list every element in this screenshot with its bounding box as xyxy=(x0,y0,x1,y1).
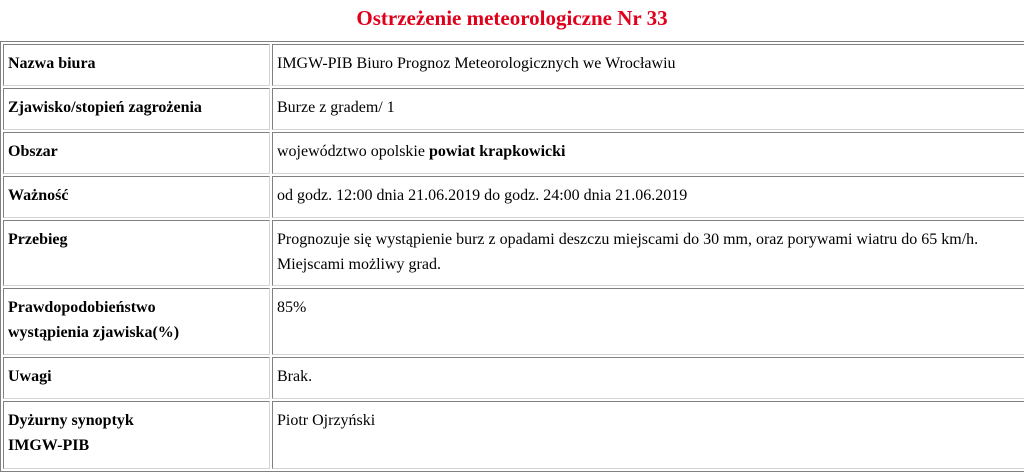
warning-table xyxy=(0,41,1024,472)
forecaster-label-line1: Dyżurny synoptyk xyxy=(8,412,134,429)
table-row xyxy=(3,44,1024,86)
row-value-forecaster: Piotr Ojrzyński xyxy=(272,401,1024,469)
table-row xyxy=(3,132,1024,174)
page-title: Ostrzeżenie meteorologiczne Nr 33 xyxy=(356,6,668,30)
row-value-area xyxy=(272,132,1024,174)
row-value-remarks: Brak. xyxy=(272,357,1024,399)
row-value-validity: od godz. 12:00 dnia 21.06.2019 do godz. 24:00 dnia 21.06.2019 xyxy=(272,176,1024,218)
probability-label-line1: Prawdopodobieństwo xyxy=(8,299,156,316)
row-label-office: Nazwa biura xyxy=(3,44,270,86)
row-label-area: Obszar xyxy=(3,132,270,174)
row-label-course: Przebieg xyxy=(3,220,270,286)
table-row xyxy=(3,88,1024,130)
table-row xyxy=(3,220,1024,286)
table-row xyxy=(3,401,1024,469)
row-value-course: Prognozuje się wystąpienie burz z opadami deszczu miejscami do 30 mm, oraz porywami wiatru do 65 km/h. Miejscami możliwy grad. xyxy=(272,220,1024,286)
row-value-office: IMGW-PIB Biuro Prognoz Meteorologicznych we Wrocławiu xyxy=(272,44,1024,86)
table-row xyxy=(3,288,1024,355)
table-row xyxy=(3,176,1024,218)
row-label-phenomenon: Zjawisko/stopień zagrożenia xyxy=(3,88,270,130)
row-label-validity: Ważność xyxy=(3,176,270,218)
row-value-phenomenon: Burze z gradem/ 1 xyxy=(272,88,1024,130)
probability-label-line2: wystąpienia zjawiska(%) xyxy=(8,324,180,341)
area-voivodeship: województwo opolskie xyxy=(277,143,429,160)
area-county: powiat krapkowicki xyxy=(428,143,566,160)
row-value-probability: 85% xyxy=(272,288,1024,355)
row-label-probability xyxy=(3,288,270,355)
row-label-forecaster xyxy=(3,401,270,469)
table-row xyxy=(3,357,1024,399)
row-label-remarks: Uwagi xyxy=(3,357,270,399)
forecaster-label-line2: IMGW-PIB xyxy=(8,437,90,454)
